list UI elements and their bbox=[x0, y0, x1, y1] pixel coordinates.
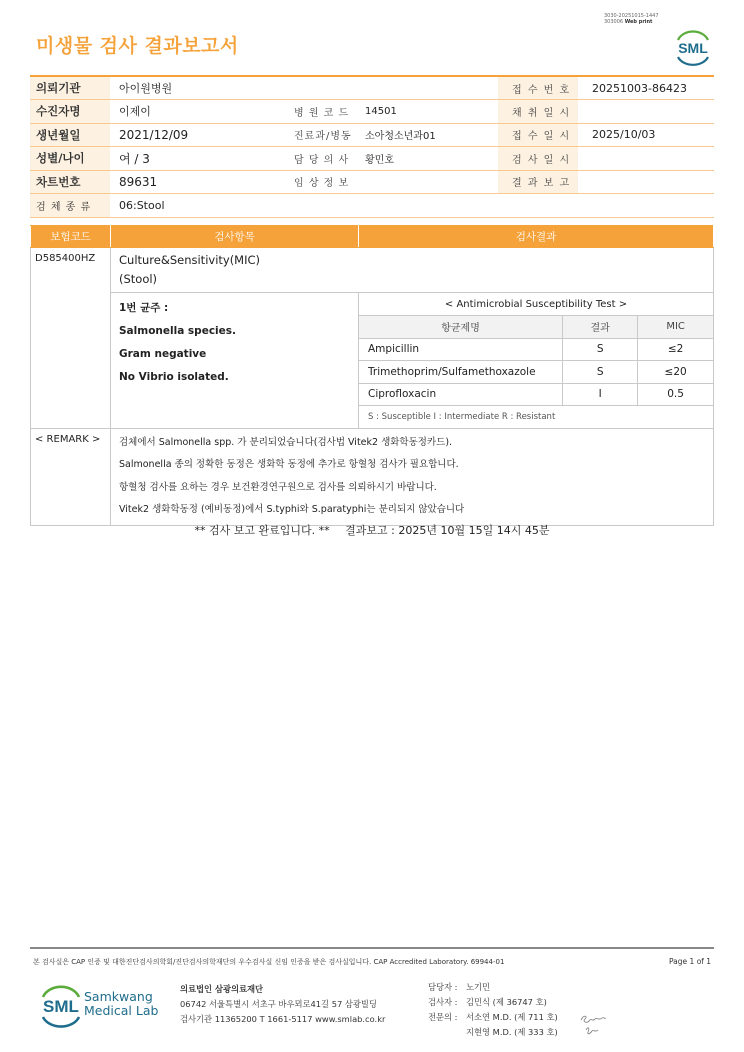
org-address: 06742 서울특별시 서초구 바우뫼로41길 57 삼광빌딩 bbox=[180, 999, 377, 1009]
sml-logo-text: SML bbox=[43, 997, 79, 1016]
insurance-code: D585400HZ bbox=[31, 248, 111, 429]
results-table bbox=[30, 225, 714, 526]
patient-info-table bbox=[30, 75, 714, 218]
remark-line: Vitek2 생화학동정 (예비동정)에서 S.typhi와 S.paratyphi는 분리되지 않았습니다 bbox=[119, 504, 465, 515]
page-number: Page 1 of 1 bbox=[669, 957, 712, 966]
ast-drug: Ampicillin bbox=[359, 338, 563, 361]
patient-row bbox=[30, 76, 714, 100]
org-name: 의료법인 삼광의료재단 bbox=[180, 984, 264, 994]
remark-text bbox=[111, 428, 714, 525]
label-sex-age: 성별/나이 bbox=[30, 147, 110, 171]
ast-result: S bbox=[563, 338, 638, 361]
sml-logo-icon bbox=[672, 26, 714, 66]
brand-name bbox=[84, 990, 158, 1018]
organism-name: Salmonella species. bbox=[119, 325, 237, 337]
patient-row bbox=[30, 147, 714, 171]
staff-row bbox=[428, 980, 558, 995]
ast-row bbox=[359, 383, 713, 406]
ast-cell bbox=[359, 293, 714, 429]
label-requesting-org: 의뢰기관 bbox=[30, 76, 110, 100]
header-test-item: 검사항목 bbox=[111, 226, 359, 248]
staff-row bbox=[428, 1010, 558, 1025]
organism-label: 1번 균주 : bbox=[119, 302, 169, 314]
brand-line2: Medical Lab bbox=[84, 1003, 159, 1018]
ast-header-row bbox=[359, 316, 713, 339]
value-received-time: 2025/10/03 bbox=[578, 123, 714, 147]
value-empty bbox=[356, 76, 498, 100]
label-chart-number: 차트번호 bbox=[30, 170, 110, 194]
staff-role: 전문의 : bbox=[428, 1012, 458, 1022]
staff-name: 김민식 (제 36747 호) bbox=[466, 997, 547, 1007]
remark-line: Salmonella 종의 정확한 동정은 생화학 동정에 추가로 항혈청 검사가 필요합니다. bbox=[119, 459, 459, 470]
value-test-time bbox=[578, 147, 714, 171]
value-department: 소아청소년과01 bbox=[356, 123, 498, 147]
ast-row bbox=[359, 338, 713, 361]
value-collection-time bbox=[578, 100, 714, 124]
ast-mic: 0.5 bbox=[638, 383, 713, 406]
test-name-line2: (Stool) bbox=[119, 272, 158, 286]
organism-row bbox=[31, 293, 714, 429]
label-received-time: 접 수 일 시 bbox=[498, 123, 578, 147]
staff-name: 서소연 M.D. (제 711 호) bbox=[466, 1012, 558, 1022]
header-test-result: 검사결과 bbox=[359, 226, 714, 248]
organism-gram: Gram negative bbox=[119, 348, 207, 360]
ast-mic: ≤20 bbox=[638, 361, 713, 384]
test-name bbox=[111, 248, 714, 293]
ast-legend: S : Susceptible I : Intermediate R : Resistant bbox=[359, 406, 713, 428]
header-insurance-code: 보험코드 bbox=[31, 226, 111, 248]
label-birth-date: 생년월일 bbox=[30, 123, 110, 147]
report-title: 미생물 검사 결과보고서 bbox=[36, 35, 239, 57]
ast-table bbox=[359, 293, 713, 428]
staff-row bbox=[428, 1025, 558, 1040]
patient-row bbox=[30, 100, 714, 124]
label-physician: 담 당 의 사 bbox=[278, 147, 356, 171]
report-time: 결과보고 : 2025년 10월 15일 14시 45분 bbox=[345, 524, 550, 537]
test-name-line1: Culture&Sensitivity(MIC) bbox=[119, 253, 261, 267]
remark-label: < REMARK > bbox=[31, 428, 111, 525]
staff-name: 노기민 bbox=[466, 982, 491, 992]
brand-line1: Samkwang bbox=[84, 989, 153, 1004]
remark-line: 검체에서 Salmonella spp. 가 분리되었습니다(검사법 Vitek2 생화학동정카드). bbox=[119, 436, 453, 448]
value-physician: 황민호 bbox=[356, 147, 498, 171]
staff-list bbox=[428, 980, 558, 1040]
organism-info bbox=[111, 293, 359, 429]
remark-line: 항혈청 검사를 요하는 경우 보건환경연구원으로 검사를 의뢰하시기 바랍니다. bbox=[119, 481, 437, 493]
staff-role: 담당자 : bbox=[428, 982, 458, 992]
label-department: 진료과/병동 bbox=[278, 123, 356, 147]
value-patient-name: 이제이 bbox=[110, 100, 278, 124]
value-clinical-info bbox=[356, 170, 498, 194]
ast-drug: Ciprofloxacin bbox=[359, 383, 563, 406]
remark-row bbox=[31, 428, 714, 525]
value-specimen-type: 06:Stool bbox=[110, 194, 714, 218]
ast-drug: Trimethoprim/Sulfamethoxazole bbox=[359, 361, 563, 384]
accreditation-note: 본 검사실은 CAP 인증 및 대한진단검사의학회/진단검사의학재단의 우수검사실 신임 인증을 받은 검사실입니다. CAP Accredited Laboratory. 69944-01 bbox=[33, 958, 505, 966]
label-test-time: 검 사 일 시 bbox=[498, 147, 578, 171]
org-info bbox=[180, 982, 385, 1027]
value-sex-age: 여 / 3 bbox=[110, 147, 278, 171]
label-specimen-type: 검 체 종 류 bbox=[30, 194, 110, 218]
print-meta-mode: Web print bbox=[624, 19, 653, 25]
sml-logo-text: SML bbox=[678, 40, 708, 56]
value-hospital-code: 14501 bbox=[356, 100, 498, 124]
ast-title-row bbox=[359, 293, 713, 316]
value-birth-date: 2021/12/09 bbox=[110, 123, 278, 147]
completion-line bbox=[0, 522, 744, 538]
results-header-row bbox=[31, 226, 714, 248]
label-empty bbox=[278, 76, 356, 100]
ast-row bbox=[359, 361, 713, 384]
ast-title: < Antimicrobial Susceptibility Test > bbox=[359, 293, 713, 316]
organism-note: No Vibrio isolated. bbox=[119, 371, 229, 383]
staff-name: 지현영 M.D. (제 333 호) bbox=[466, 1027, 558, 1037]
signature-icon bbox=[578, 1010, 608, 1040]
print-meta-line1: 3030-20251015-1447 bbox=[604, 13, 659, 19]
print-meta bbox=[604, 13, 659, 25]
value-chart-number: 89631 bbox=[110, 170, 278, 194]
footer-divider bbox=[30, 947, 714, 949]
ast-mic: ≤2 bbox=[638, 338, 713, 361]
patient-row bbox=[30, 123, 714, 147]
sml-logo-icon bbox=[36, 980, 86, 1028]
ast-result: S bbox=[563, 361, 638, 384]
label-hospital-code: 병 원 코 드 bbox=[278, 100, 356, 124]
value-accession-number: 20251003-86423 bbox=[578, 76, 714, 100]
ast-header-result: 결과 bbox=[563, 316, 638, 339]
label-accession-number: 접 수 번 호 bbox=[498, 76, 578, 100]
label-result-report: 결 과 보 고 bbox=[498, 170, 578, 194]
test-row bbox=[31, 248, 714, 293]
staff-role: 검사자 : bbox=[428, 997, 458, 1007]
label-patient-name: 수진자명 bbox=[30, 100, 110, 124]
ast-header-mic: MIC bbox=[638, 316, 713, 339]
completion-message: ** 검사 보고 완료입니다. ** bbox=[194, 524, 330, 537]
ast-legend-row bbox=[359, 406, 713, 428]
value-requesting-org: 아이원병원 bbox=[110, 76, 278, 100]
patient-row bbox=[30, 194, 714, 218]
print-meta-code: 303006 bbox=[604, 19, 624, 25]
staff-row bbox=[428, 995, 558, 1010]
value-result-report bbox=[578, 170, 714, 194]
label-clinical-info: 임 상 정 보 bbox=[278, 170, 356, 194]
ast-result: I bbox=[563, 383, 638, 406]
label-collection-time: 채 취 일 시 bbox=[498, 100, 578, 124]
org-contact: 검사기관 11365200 T 1661-5117 www.smlab.co.kr bbox=[180, 1014, 386, 1024]
patient-row bbox=[30, 170, 714, 194]
ast-header-drug: 항균제명 bbox=[359, 316, 563, 339]
staff-role bbox=[428, 1025, 466, 1040]
